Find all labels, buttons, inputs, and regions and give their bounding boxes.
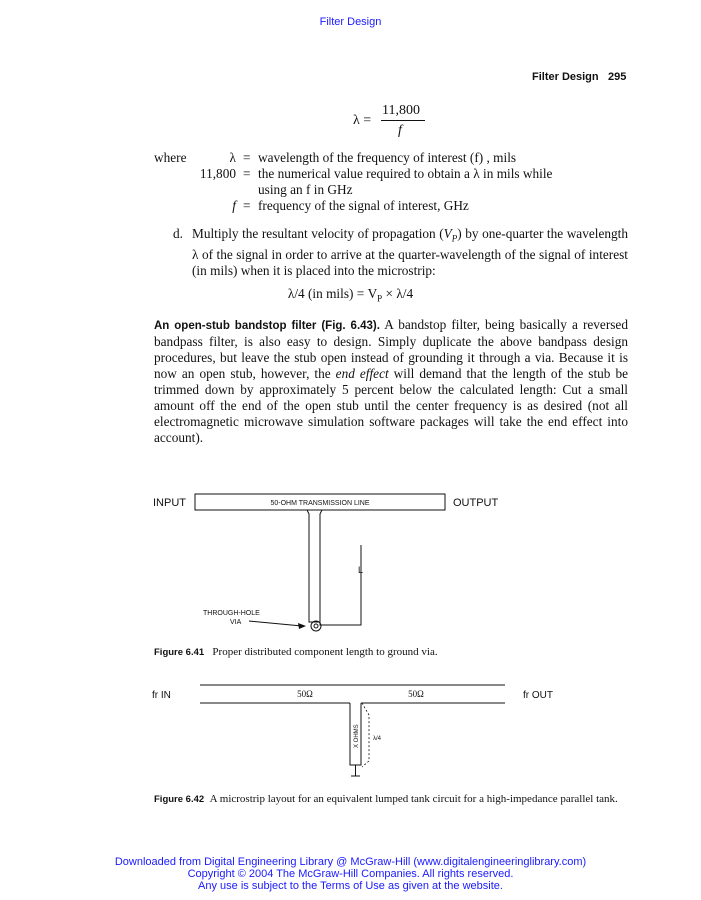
caption-number: Figure 6.42 [154,794,205,805]
caption-text: A microstrip layout for an equivalent lumped tank circuit for a high-impedance parallel tank. [209,793,618,805]
quarter-wave-bracket [362,703,369,767]
paragraph-emphasis: end effect [335,366,389,381]
paragraph-lead: An open-stub bandstop filter (Fig. 6.43). [154,320,380,332]
via-inner-icon [314,624,318,628]
rf-out-label: fr OUT [523,690,553,701]
equation-lhs: λ = [353,113,372,128]
definitions-intro: where [154,150,187,165]
length-label: L [358,565,364,575]
step-text-part: ) by one-quarter the wavelength λ of the signal in order to arrive at the quarter-wavelength of the signal of interest (in mils) when it is placed into the microstrip: [192,226,628,278]
paragraph-text: A bandstop filter, being basically a reversed bandpass filter, is also easy to design. Simply duplicate the above bandpass design procedures, but leave the stub open instead of grounding it through a via. Because it is now an open stub, however, the [154,317,628,381]
step-text [192,226,628,279]
definition-text: wavelength of the frequency of interest (f) , mils [258,150,517,165]
left-impedance-label: 50Ω [297,689,313,699]
equation-quarter-lhs: λ/4 (in mils) = V [287,286,378,301]
right-impedance-label: 50Ω [408,689,424,699]
quarter-wave-label: λ/4 [373,736,382,742]
stub-impedance-label: X OHMS [354,724,360,748]
equation-quarter-rhs: × λ/4 [382,286,414,301]
definition-text: the numerical value required to obtain a λ in mils while [258,166,553,181]
equation-numerator: 11,800 [382,103,420,118]
definition-symbol: 11,800 [199,166,236,181]
figure-6-41-diagram [140,485,520,635]
vp-symbol: V [443,226,452,241]
definition-text: frequency of the signal of interest, GHz [258,198,469,213]
caption-number: Figure 6.41 [154,647,205,658]
definition-text-continued: using an f in GHz [258,182,353,197]
via-label-line1: THROUGH-HOLE [203,610,260,617]
step-d [173,226,628,279]
top-banner: Filter Design [319,16,382,28]
body-paragraph [154,317,628,446]
definition-equals: = [243,150,251,165]
equation-quarter-subscript: P [377,293,383,304]
running-title: Filter Design [532,71,599,83]
arrowhead-icon [298,623,306,629]
footer-terms-link[interactable]: Any use is subject to the Terms of Use as given at the website. [198,880,503,892]
step-text-part: Multiply the resultant velocity of propagation ( [192,226,444,241]
footer-copyright: Copyright © 2004 The McGraw-Hill Companies. All rights reserved. [187,868,514,880]
definition-equals: = [243,166,251,181]
definition-symbol: f [232,198,236,213]
vp-subscript: P [451,233,458,244]
figure-6-41-caption [154,646,438,659]
stub-return [320,545,364,625]
fraction-bar [381,120,425,121]
page-number: 295 [608,71,627,83]
via-pointer [249,621,302,626]
footer-download-link[interactable]: Downloaded from Digital Engineering Library @ McGraw-Hill (www.digitalengineeringlibrary.com) [114,856,587,868]
footer [0,856,701,892]
figure-6-42-diagram [140,675,570,790]
equation-quarter-wavelength [0,286,701,304]
caption-text: Proper distributed component length to ground via. [212,646,438,658]
equation-denominator: f [398,123,402,138]
transmission-line-label: 50-OHM TRANSMISSION LINE [270,500,370,507]
definition-equals: = [243,198,251,213]
stub [307,510,322,622]
via-label-line2: VIA [230,619,242,626]
figure-6-42-caption [154,793,628,806]
paragraph-text: will demand that the length of the stub be trimmed down by approximately 5 percent below the calculated length: Cut a small amount off the end of the open stub until the center frequency is as desired (not all electromagnetic microwave simulation software packages will take the end effect into account). [154,366,628,445]
output-label: OUTPUT [453,497,499,509]
rf-in-label: fr IN [152,690,171,701]
input-label: INPUT [153,497,186,509]
definition-symbol: λ [229,150,236,165]
step-label: d. [173,226,183,241]
